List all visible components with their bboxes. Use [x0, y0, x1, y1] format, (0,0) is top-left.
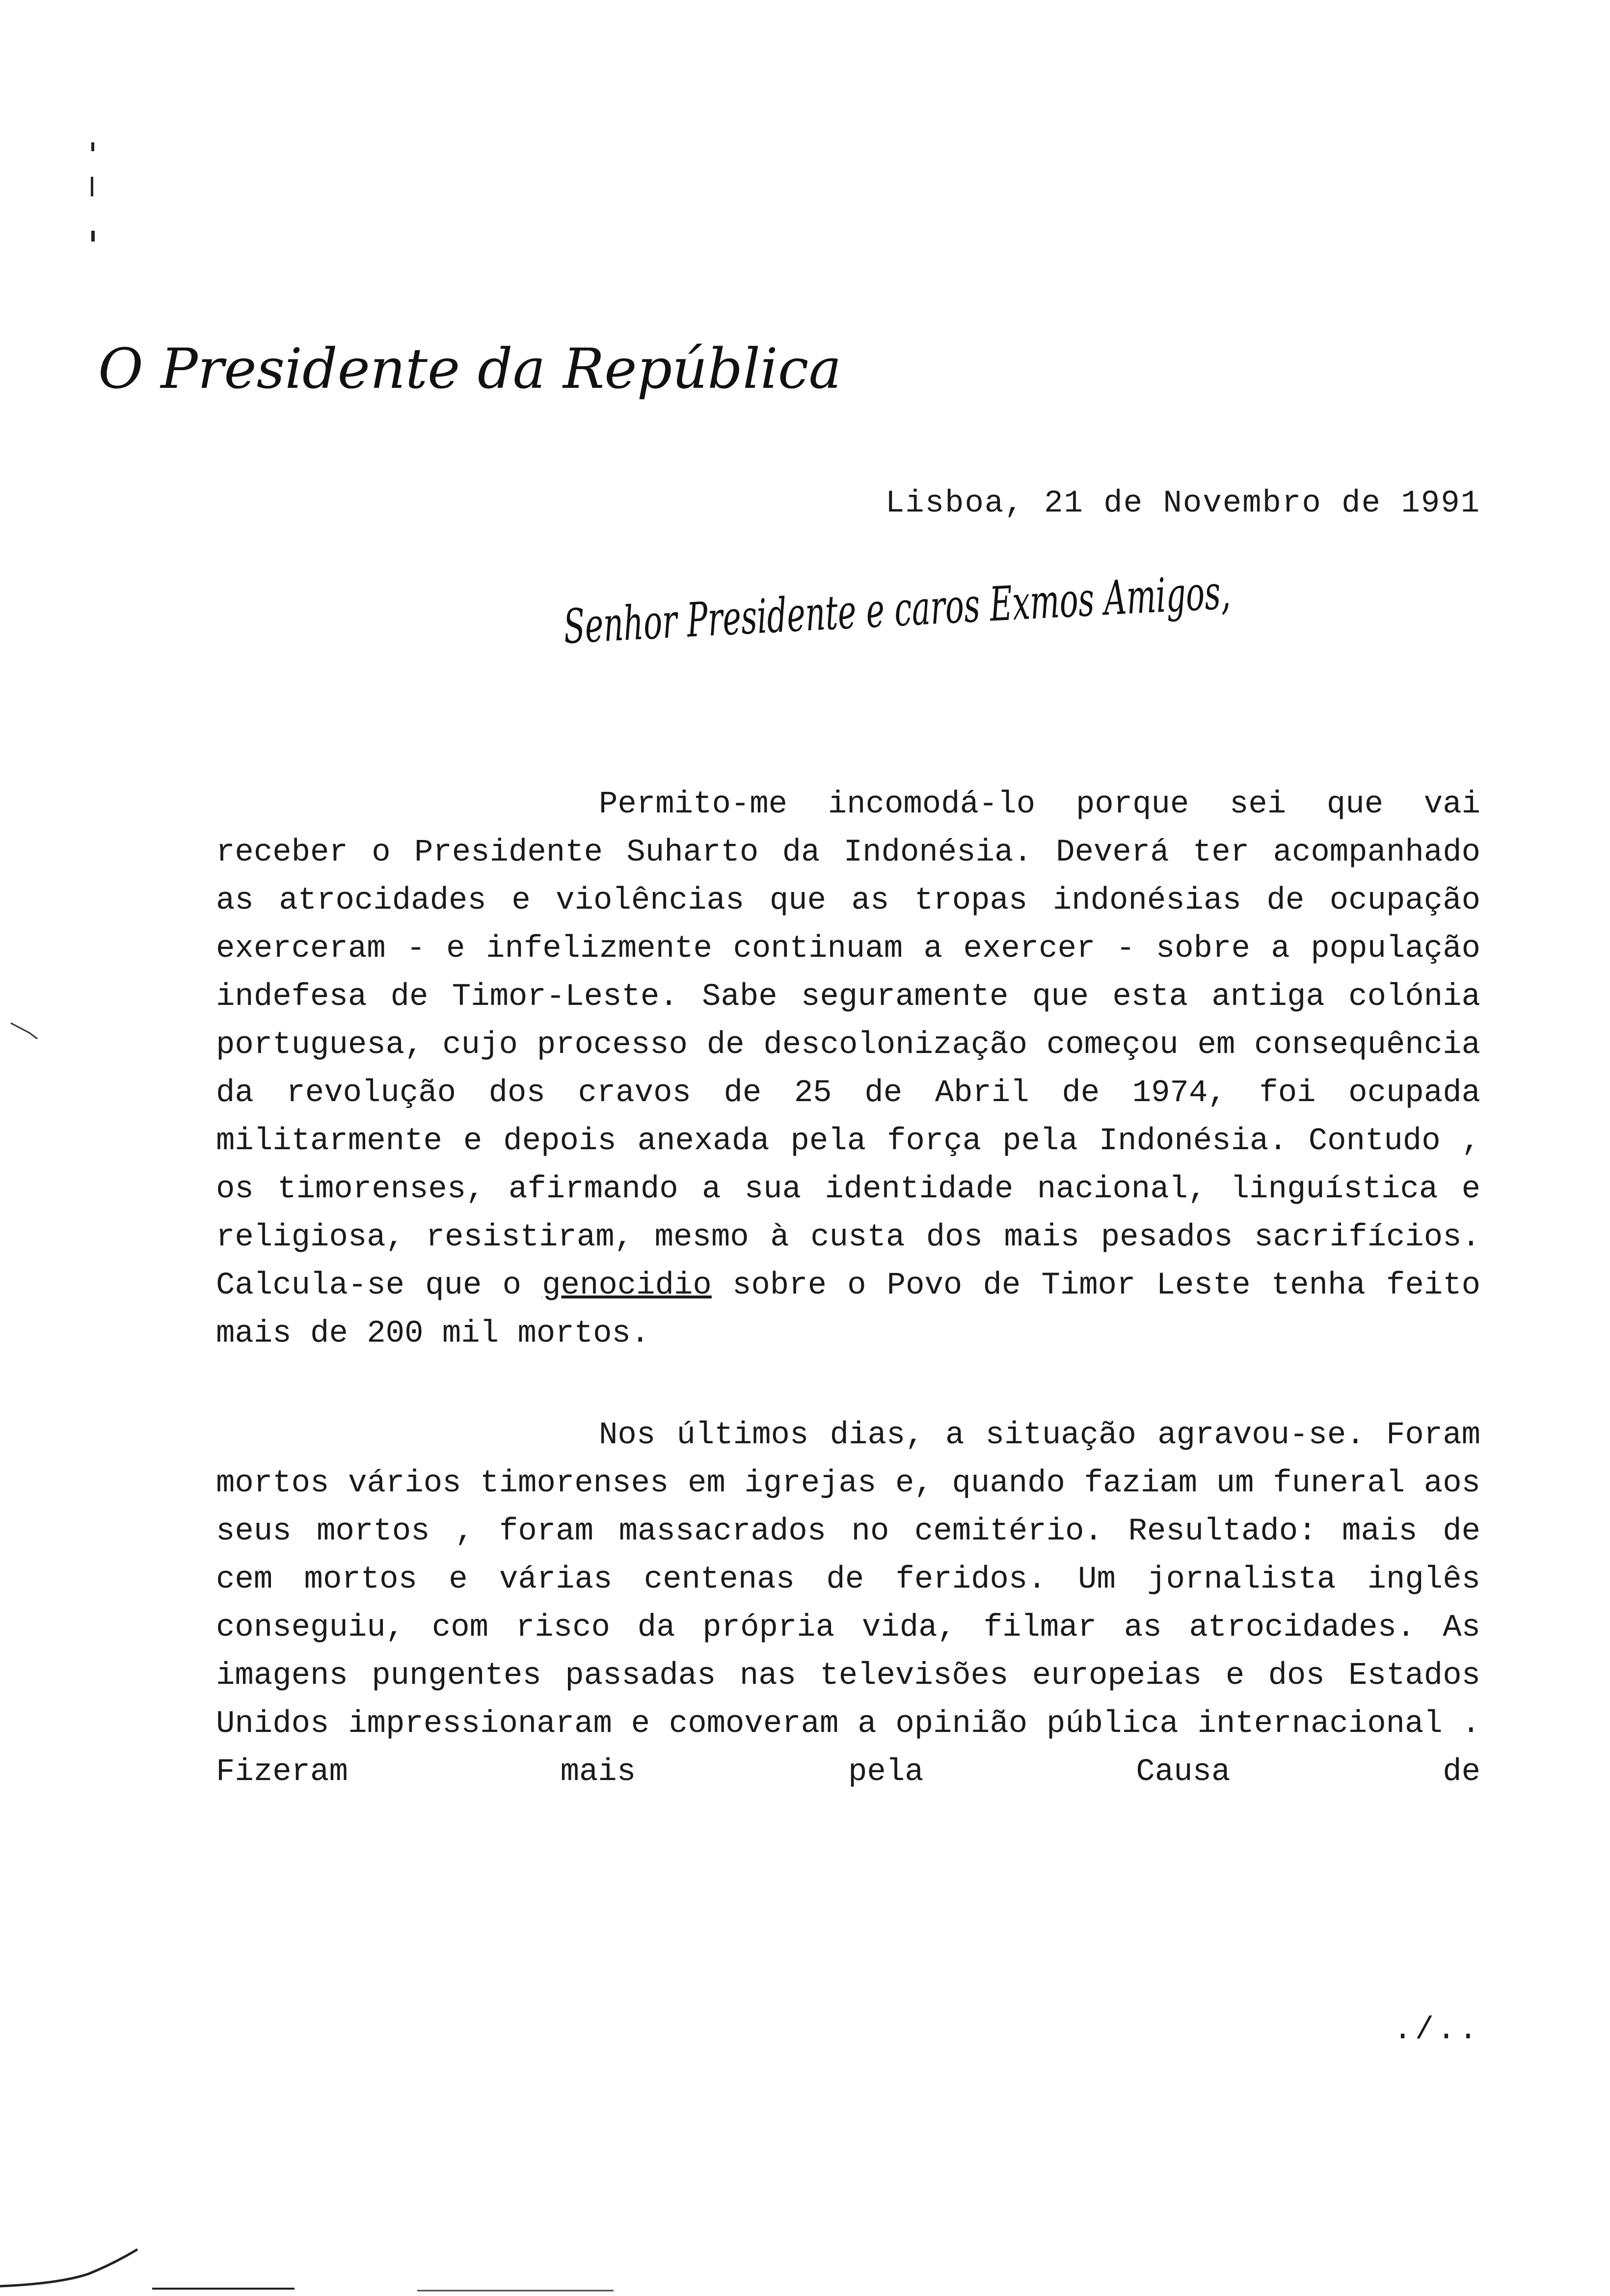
bottom-pen-stroke — [0, 2240, 638, 2294]
margin-tick-mark — [10, 1021, 39, 1041]
letterhead-title — [98, 319, 842, 417]
underlined-word: genocidio — [542, 1268, 712, 1303]
date-line: Lisboa, 21 de Novembro de 1991 — [885, 486, 1480, 521]
paragraph-1 — [216, 781, 1480, 1358]
paragraph-1-text-end: sobre o Povo de Timor Leste tenha feito mais de 200 mil mortos. — [216, 1268, 1481, 1351]
handwritten-salutation — [562, 546, 1574, 741]
paragraph-1-text: Permito-me incomodá-lo porque sei que vai receber o Presidente Suharto da Indonésia. Deverá ter acompanhado as atrocidades e violências que as tropas indonésias de ocupação exerceram - e infelizmente continuam a exercer - sobre a população indefesa de Timor-Leste. Sabe seguramente que esta antiga colónia portuguesa, cujo processo de descolonização começou em consequência da revolução dos cravos de 25 de Abril de 1974, foi ocupada militarmente e depois anexada pela força pela Indonésia. Contudo , os timorenses, afirmando a sua identidade nacional, linguística e religiosa, resistiram, mesmo à custa dos mais pesados sacrifícios. Calcula-se que o — [216, 787, 1480, 1303]
salutation-text: Senhor Presidente e caros Exmos Amigos, — [562, 546, 1574, 654]
letterhead-title-text: O Presidente da República — [98, 337, 842, 401]
margin-hole-marks — [83, 137, 103, 255]
paragraph-2 — [216, 1411, 1480, 1796]
paragraph-2-text: Nos últimos dias, a situação agravou-se. Foram mortos vários timorenses em igrejas e, quando faziam um funeral aos seus mortos , foram massacrados no cemitério. Resultado: mais de cem mortos e várias centenas de feridos. Um jornalista inglês conseguiu, com risco da própria vida, filmar as atrocidades. As imagens pungentes passadas nas televisões europeias e dos Estados Unidos impressionaram e comoveram a opinião pública internacional . Fizeram mais pela Causa de — [216, 1418, 1480, 1790]
page-continuation-mark: ./.. — [1393, 2013, 1480, 2048]
